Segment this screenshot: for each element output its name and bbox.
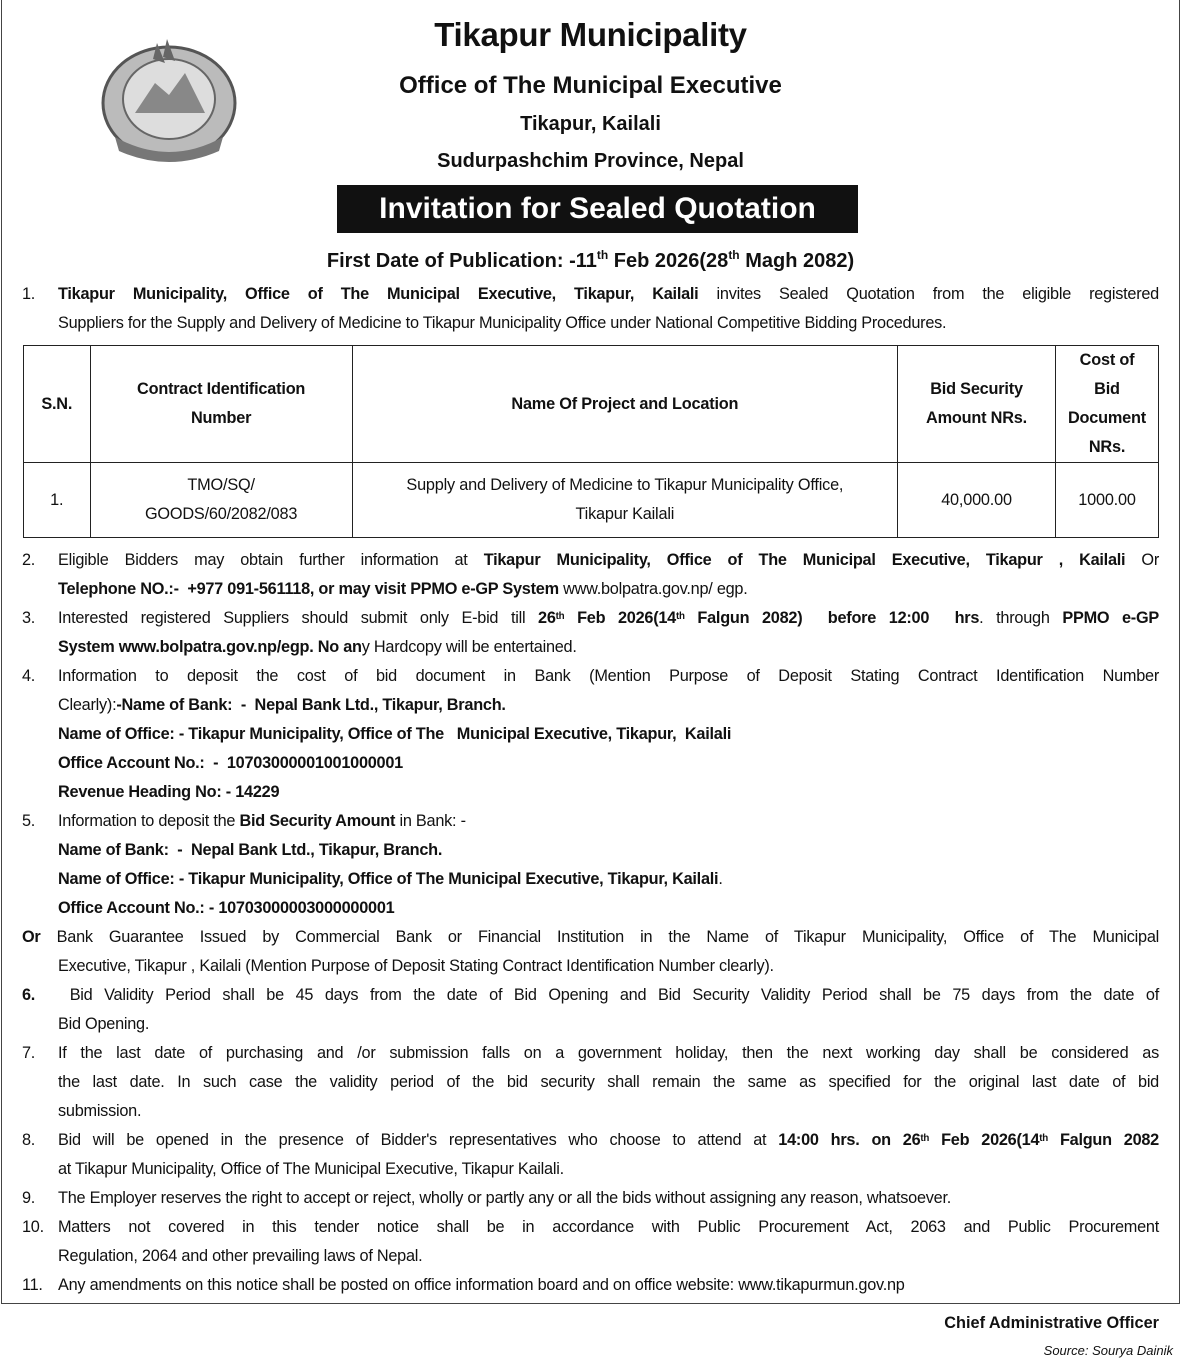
list-item bbox=[0, 280, 1181, 338]
text-segment: y Hardcopy will be entertained. bbox=[361, 638, 577, 656]
text-line bbox=[58, 546, 1159, 575]
text-segment: Office Account No.: - 10703000003000000001 bbox=[58, 899, 395, 917]
list-item bbox=[0, 1039, 1181, 1126]
text-segment: Name of Office: - Tikapur Municipality, Office of The Municipal Executive, Tikapur, Kailali bbox=[58, 870, 719, 888]
cell-bid-doc-cost: 1000.00 bbox=[1056, 463, 1159, 538]
text-segment: Matters not covered in this tender notice shall be in accordance with Public Procurement Act, 2063 and Public Procurement bbox=[58, 1218, 1159, 1236]
header-bid-security: Bid Security Amount NRs. bbox=[898, 346, 1056, 463]
header-bid-doc-cost: Cost of Bid Document NRs. bbox=[1056, 346, 1159, 463]
text-segment: Any amendments on this notice shall be posted on office information board and on office website: www.tikapurmun.gov.np bbox=[58, 1276, 905, 1294]
item-number: 1. bbox=[22, 285, 36, 303]
text-segment: Bank Guarantee Issued by Commercial Bank or Financial Institution in the Name of Tikapur Municipality, Office of The Municipal bbox=[40, 928, 1159, 946]
text-line bbox=[58, 865, 1159, 894]
text-segment: Feb 2026(14 bbox=[929, 1131, 1040, 1149]
text-line bbox=[58, 952, 1159, 981]
text-segment: If the last date of purchasing and /or submission falls on a government holiday, then the next working day shall be considered as bbox=[58, 1044, 1159, 1062]
item-number: 9. bbox=[22, 1189, 36, 1207]
list-item bbox=[0, 1126, 1181, 1184]
text-segment: Tikapur Municipality, Office of The Municipal Executive, Tikapur, Kailali bbox=[58, 285, 699, 303]
text-line bbox=[58, 720, 1159, 749]
signature: Chief Administrative Officer bbox=[944, 1314, 1159, 1332]
text-line bbox=[58, 309, 1159, 338]
text-segment: System www.bolpatra.gov.np/egp. No an bbox=[58, 638, 362, 656]
text-line bbox=[58, 1155, 1159, 1184]
text-segment: -Name of Bank: - Nepal Bank Ltd., Tikapur, Branch. bbox=[116, 696, 506, 714]
text-segment: th bbox=[555, 611, 565, 622]
item-number: 6. bbox=[22, 986, 36, 1004]
list-item bbox=[0, 923, 1181, 981]
text-line bbox=[58, 575, 1159, 604]
text-segment: Bid Validity Period shall be 45 days from the date of Bid Opening and Bid Security Validity Period shall be 75 days from the date of bbox=[58, 986, 1159, 1004]
list-item bbox=[0, 981, 1181, 1039]
text-segment: Tikapur Municipality, Office of The Municipal Executive, Tikapur , Kailali bbox=[483, 551, 1126, 569]
text-segment: Feb 2026(14 bbox=[564, 609, 676, 627]
text-line bbox=[58, 633, 1159, 662]
text-segment: Bid Opening. bbox=[58, 1015, 150, 1033]
item-number: 10. bbox=[22, 1218, 44, 1236]
text-segment: th bbox=[920, 1133, 930, 1144]
item-number: 8. bbox=[22, 1131, 36, 1149]
text-segment: Information to deposit the bbox=[58, 812, 240, 830]
list-item bbox=[0, 1184, 1181, 1213]
text-line bbox=[58, 1068, 1159, 1097]
text-segment: Falgun 2082 bbox=[1047, 1131, 1159, 1149]
text-line bbox=[58, 1271, 1159, 1300]
text-line bbox=[58, 981, 1159, 1010]
text-segment: . through bbox=[979, 609, 1063, 627]
list-item bbox=[0, 604, 1181, 662]
text-segment: th bbox=[728, 248, 740, 262]
text-line bbox=[58, 280, 1159, 309]
text-segment: Office Account No.: - 10703000001001000001 bbox=[58, 754, 403, 772]
text-line bbox=[58, 1184, 1159, 1213]
notice-body bbox=[0, 280, 1181, 1359]
text-segment: Bid Security Amount bbox=[239, 812, 396, 830]
text-line bbox=[58, 749, 1159, 778]
table-header-row bbox=[24, 346, 1159, 463]
location-line-2: Sudurpashchim Province, Nepal bbox=[437, 150, 744, 172]
list-item bbox=[0, 546, 1181, 604]
text-segment: th bbox=[1039, 1133, 1048, 1144]
text-segment: PPMO e-GP bbox=[1062, 609, 1159, 627]
text-line bbox=[58, 1010, 1159, 1039]
text-segment: Regulation, 2064 and other prevailing laws of Nepal. bbox=[58, 1247, 423, 1265]
text-line bbox=[58, 807, 1159, 836]
office-name: Office of The Municipal Executive bbox=[399, 72, 782, 99]
text-segment: Falgun 2082) before 12:00 hrs bbox=[684, 609, 980, 627]
text-segment: Information to deposit the cost of bid document in Bank (Mention Purpose of Deposit Stating Contract Identification Number bbox=[58, 667, 1159, 685]
contract-table bbox=[23, 345, 1159, 538]
text-segment: Bid will be opened in the presence of Bidder's representatives who choose to attend at bbox=[58, 1131, 779, 1149]
item-number: 2. bbox=[22, 551, 36, 569]
text-line bbox=[58, 1097, 1159, 1126]
cell-sn: 1. bbox=[24, 463, 91, 538]
text-segment: 26 bbox=[538, 609, 556, 627]
text-segment: invites Sealed Quotation from the eligible registered bbox=[698, 285, 1159, 303]
text-segment: Name of Office: - Tikapur Municipality, Office of The Municipal Executive, Tikapur, Kailali bbox=[58, 725, 732, 743]
text-segment: Or bbox=[1125, 551, 1159, 569]
item-number: 3. bbox=[22, 609, 36, 627]
text-segment: Revenue Heading No: - 14229 bbox=[58, 783, 280, 801]
header-sn: S.N. bbox=[24, 346, 91, 463]
text-line bbox=[58, 1039, 1159, 1068]
text-segment: . bbox=[718, 870, 723, 888]
list-item bbox=[0, 1271, 1181, 1300]
item-number: 11. bbox=[22, 1276, 43, 1294]
list-item bbox=[0, 1213, 1181, 1271]
text-segment: Clearly): bbox=[58, 696, 117, 714]
text-segment: Eligible Bidders may obtain further information at bbox=[58, 551, 484, 569]
table-row bbox=[24, 463, 1159, 538]
text-line bbox=[58, 662, 1159, 691]
text-segment: www.bolpatra.gov.np/ egp. bbox=[558, 580, 748, 598]
text-line bbox=[22, 923, 1159, 952]
header-contract-id: Contract Identification Number bbox=[90, 346, 352, 463]
item-number: 5. bbox=[22, 812, 36, 830]
cell-project: Supply and Delivery of Medicine to Tikapur Municipality Office, Tikapur Kailali bbox=[352, 463, 897, 538]
text-segment: the last date. In such case the validity period of the bid security shall remain the same as specified for the original last date of bid bbox=[58, 1073, 1159, 1091]
cell-bid-security: 40,000.00 bbox=[898, 463, 1056, 538]
text-segment: Executive, Tikapur , Kailali (Mention Purpose of Deposit Stating Contract Identification Number clearly). bbox=[58, 957, 774, 975]
text-segment: at Tikapur Municipality, Office of The Municipal Executive, Tikapur Kailali. bbox=[58, 1160, 564, 1178]
publication-date bbox=[0, 250, 1181, 273]
list-item bbox=[0, 807, 1181, 923]
text-segment: Suppliers for the Supply and Delivery of Medicine to Tikapur Municipality Office under National Competitive Bidding Procedures. bbox=[58, 314, 947, 332]
source-credit: Source: Sourya Dainik bbox=[1043, 1343, 1173, 1358]
text-segment: Interested registered Suppliers should submit only E-bid till bbox=[58, 609, 539, 627]
list-item bbox=[0, 662, 1181, 807]
text-segment: Magh 2082) bbox=[739, 250, 855, 272]
text-line bbox=[58, 691, 1159, 720]
location-line-1: Tikapur, Kailali bbox=[520, 113, 661, 135]
page-title: Tikapur Municipality bbox=[434, 16, 747, 53]
text-segment: Name of Bank: - Nepal Bank Ltd., Tikapur, Branch. bbox=[58, 841, 443, 859]
notice-items bbox=[0, 546, 1181, 1300]
text-line bbox=[58, 1213, 1159, 1242]
item-number: 7. bbox=[22, 1044, 36, 1062]
header-project: Name Of Project and Location bbox=[352, 346, 897, 463]
text-line bbox=[58, 778, 1159, 807]
text-segment: 14:00 hrs. on 26 bbox=[778, 1131, 921, 1149]
text-segment: th bbox=[676, 611, 685, 622]
item-number: 4. bbox=[22, 667, 36, 685]
text-line bbox=[58, 1242, 1159, 1271]
text-segment: Or bbox=[22, 928, 41, 946]
text-segment: First Date of Publication: -11 bbox=[326, 250, 597, 272]
text-segment: th bbox=[596, 248, 609, 262]
text-line bbox=[58, 604, 1159, 633]
text-segment: The Employer reserves the right to accept or reject, wholly or partly any or all the bids without assigning any reason, whatsoever. bbox=[58, 1189, 952, 1207]
text-segment: in Bank: - bbox=[395, 812, 466, 830]
text-segment: submission. bbox=[58, 1102, 142, 1120]
notice-items-top bbox=[0, 280, 1181, 338]
notice-banner: Invitation for Sealed Quotation bbox=[337, 185, 858, 233]
cell-contract-id: TMO/SQ/ GOODS/60/2082/083 bbox=[90, 463, 352, 538]
text-line bbox=[58, 894, 1159, 923]
text-segment: Telephone NO.:- +977 091-561118, or may visit PPMO e-GP System bbox=[58, 580, 559, 598]
text-segment: Feb 2026(28 bbox=[608, 250, 729, 272]
text-line bbox=[58, 1126, 1159, 1155]
text-line bbox=[58, 836, 1159, 865]
